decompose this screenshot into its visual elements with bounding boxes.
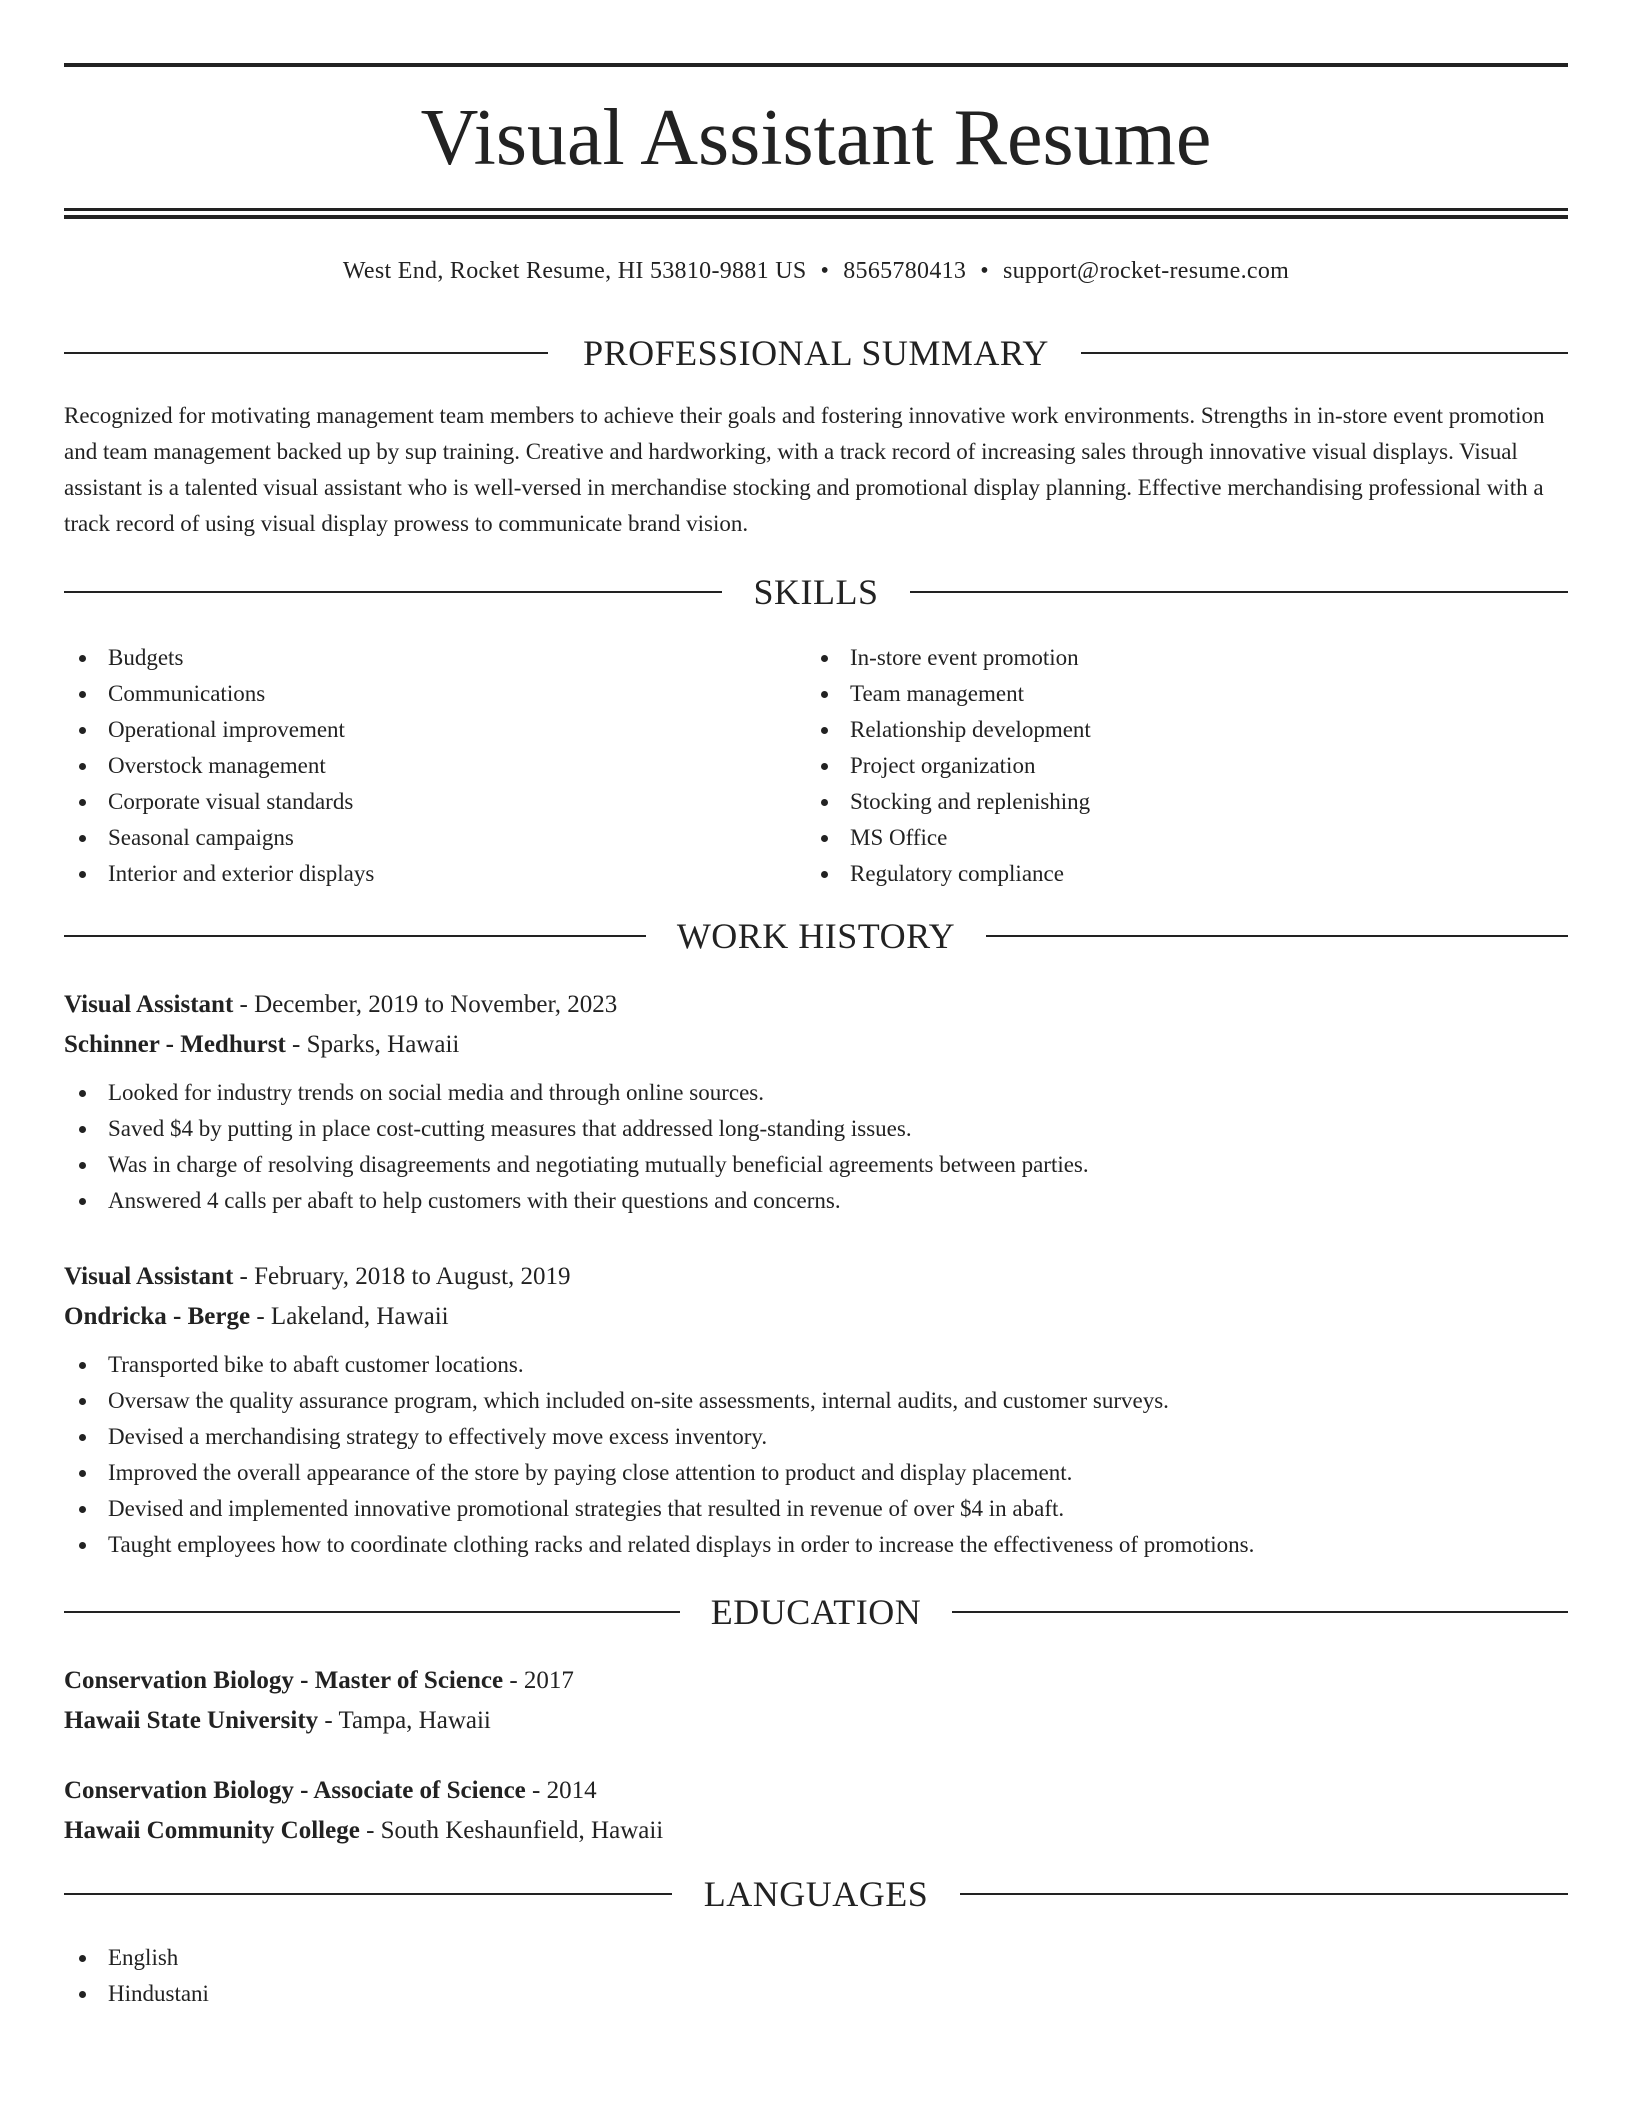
section-header-languages <box>64 1872 1568 1916</box>
job-bullets <box>64 1347 1568 1563</box>
section-title-education: EDUCATION <box>710 1592 922 1632</box>
skill-item: Relationship development <box>806 712 1546 748</box>
education-year: - 2014 <box>525 1777 597 1804</box>
skill-item: Communications <box>64 676 804 712</box>
contact-separator: • <box>980 258 989 284</box>
skill-item: Team management <box>806 676 1546 712</box>
education-entry <box>64 1771 1568 1851</box>
education-degree-line <box>64 1661 1568 1701</box>
education-school-line <box>64 1811 1568 1851</box>
skill-item: MS Office <box>806 820 1546 856</box>
job-location: - Sparks, Hawaii <box>285 1031 460 1058</box>
job-company: Schinner - Medhurst <box>64 1031 286 1058</box>
skill-item: Stocking and replenishing <box>806 784 1546 820</box>
job-bullets <box>64 1075 1568 1219</box>
title-rule-upper <box>64 208 1568 211</box>
education-school-line <box>64 1701 1568 1741</box>
job-bullet: Looked for industry trends on social media and through online sources. <box>64 1075 1568 1111</box>
education-degree-line <box>64 1771 1568 1811</box>
job-bullet: Answered 4 calls per abaft to help customers with their questions and concerns. <box>64 1183 1568 1219</box>
job-title-line <box>64 985 1568 1025</box>
languages-list <box>64 1940 804 2012</box>
language-item: English <box>64 1940 804 1976</box>
section-title-work: WORK HISTORY <box>676 916 956 956</box>
job-entry <box>64 1257 1568 1563</box>
resume-title: Visual Assistant Resume <box>420 94 1212 182</box>
skill-item: Seasonal campaigns <box>64 820 804 856</box>
skill-item: Interior and exterior displays <box>64 856 804 892</box>
section-header-education <box>64 1590 1568 1634</box>
job-company: Ondricka - Berge <box>64 1303 251 1330</box>
skills-list-left <box>64 640 804 892</box>
skill-item: Budgets <box>64 640 804 676</box>
job-title: Visual Assistant <box>64 1263 234 1290</box>
top-rule <box>64 63 1568 67</box>
education-year: - 2017 <box>503 1667 574 1694</box>
job-company-line <box>64 1025 1568 1065</box>
section-header-work <box>64 914 1568 958</box>
job-bullet: Improved the overall appearance of the store by paying close attention to product and display placement. <box>64 1455 1568 1491</box>
contact-phone: 8565780413 <box>843 258 967 284</box>
title-rule-lower <box>64 215 1568 219</box>
job-location: - Lakeland, Hawaii <box>250 1303 449 1330</box>
job-title-line <box>64 1257 1568 1297</box>
education-school: Hawaii State University <box>64 1707 319 1734</box>
education-entry <box>64 1661 1568 1741</box>
section-title-languages: LANGUAGES <box>703 1874 929 1914</box>
contact-separator: • <box>820 258 830 284</box>
skill-item: In-store event promotion <box>806 640 1546 676</box>
skill-item: Operational improvement <box>64 712 804 748</box>
contact-address: West End, Rocket Resume, HI 53810-9881 US <box>342 258 807 284</box>
contact-email: support@rocket-resume.com <box>1002 258 1290 284</box>
skill-item: Regulatory compliance <box>806 856 1546 892</box>
job-bullet: Devised and implemented innovative promotional strategies that resulted in revenue of over $4 in abaft. <box>64 1491 1568 1527</box>
section-title-skills: SKILLS <box>753 572 879 612</box>
job-entry <box>64 985 1568 1219</box>
education-school: Hawaii Community College <box>64 1817 360 1844</box>
job-dates: - February, 2018 to August, 2019 <box>233 1263 571 1290</box>
skills-list-right <box>806 640 1546 892</box>
skill-item: Project organization <box>806 748 1546 784</box>
job-bullet: Oversaw the quality assurance program, which included on-site assessments, internal audits, and customer surveys. <box>64 1383 1568 1419</box>
education-degree: Conservation Biology - Associate of Science <box>64 1777 526 1804</box>
job-bullet: Transported bike to abaft customer locations. <box>64 1347 1568 1383</box>
skill-item: Overstock management <box>64 748 804 784</box>
language-item: Hindustani <box>64 1976 804 2012</box>
job-bullet: Devised a merchandising strategy to effectively move excess inventory. <box>64 1419 1568 1455</box>
summary-paragraph: Recognized for motivating management team members to achieve their goals and fostering innovative work environments. Strengths in in-store event promotion and team management backed up by sup training. Creative and hardworking, with a track record of increasing sales through innovative visual displays. Visual assistant is a talented visual assistant who is well-versed in merchandise stocking and promotional display planning. Effective merchandising professional with a track record of using visual display prowess to communicate brand vision. <box>64 403 1545 536</box>
job-dates: - December, 2019 to November, 2023 <box>233 991 618 1018</box>
section-header-skills <box>64 570 1568 614</box>
skill-item: Corporate visual standards <box>64 784 804 820</box>
job-bullet: Saved $4 by putting in place cost-cutting measures that addressed long-standing issues. <box>64 1111 1568 1147</box>
contact-line <box>64 254 1568 288</box>
job-title: Visual Assistant <box>64 991 234 1018</box>
section-title-summary: PROFESSIONAL SUMMARY <box>583 333 1049 373</box>
education-location: - Tampa, Hawaii <box>318 1707 491 1734</box>
education-degree: Conservation Biology - Master of Science <box>64 1667 504 1694</box>
job-bullet: Taught employees how to coordinate clothing racks and related displays in order to increase the effectiveness of promotions. <box>64 1527 1568 1563</box>
education-location: - South Keshaunfield, Hawaii <box>359 1817 664 1844</box>
section-header-summary <box>64 331 1568 375</box>
job-company-line <box>64 1297 1568 1337</box>
job-bullet: Was in charge of resolving disagreements and negotiating mutually beneficial agreements between parties. <box>64 1147 1568 1183</box>
